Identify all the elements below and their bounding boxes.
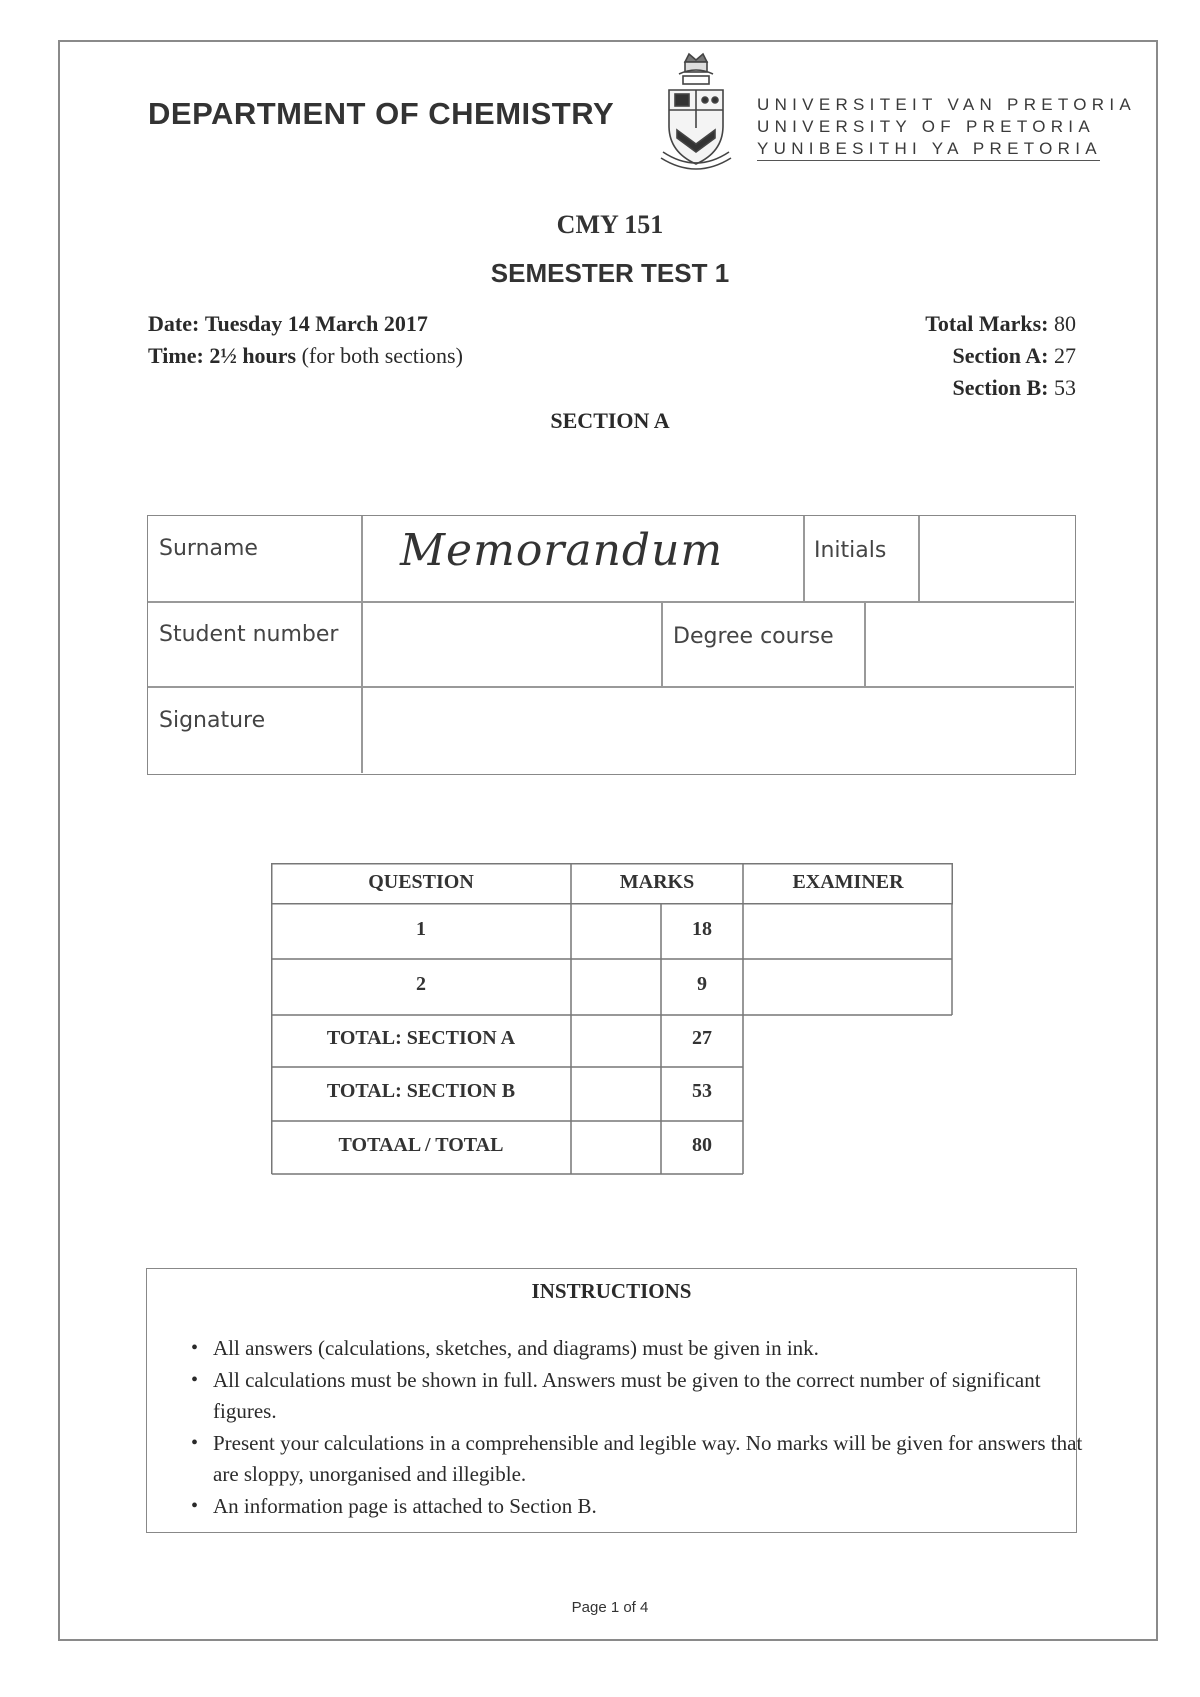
total-marks-row — [925, 308, 1076, 340]
marks-row-question: 2 — [416, 973, 426, 995]
university-crest-icon — [655, 48, 737, 176]
total-marks-value: 80 — [1054, 311, 1076, 336]
instruction-item: • Present your calculations in a comprehensible and legible way. No marks will be given for answers that are sloppy, unorganised and illegible. — [213, 1428, 1083, 1490]
university-name-block — [757, 94, 1136, 160]
date-row — [148, 308, 463, 340]
date-label: Date: — [148, 311, 200, 336]
degree-course-field[interactable] — [866, 603, 1074, 686]
marks-row-question: TOTAL: SECTION A — [326, 1027, 516, 1049]
instructions-box — [146, 1268, 1083, 1533]
signature-field[interactable] — [363, 688, 1074, 773]
marks-row-question: TOTAL: SECTION B — [326, 1080, 516, 1102]
degree-course-label: Degree course — [673, 624, 834, 649]
test-meta-left — [148, 308, 463, 372]
university-name-english: UNIVERSITY OF PRETORIA — [757, 117, 1095, 136]
course-code: CMY 151 — [556, 210, 664, 239]
instruction-item: • An information page is attached to Section B. — [213, 1491, 1083, 1522]
marks-row-total: 53 — [692, 1080, 712, 1102]
test-meta-right — [925, 308, 1076, 404]
section-b-marks-row — [925, 372, 1076, 404]
marks-header-examiner: EXAMINER — [792, 871, 904, 893]
university-underline — [757, 160, 1100, 161]
info-divider — [661, 601, 663, 686]
instruction-item: • All answers (calculations, sketches, and diagrams) must be given in ink. — [213, 1333, 1083, 1364]
marks-row-question: TOTAAL / TOTAL — [338, 1134, 504, 1156]
surname-label: Surname — [159, 536, 258, 561]
initials-label: Initials — [814, 538, 887, 563]
marks-row-total: 18 — [692, 918, 712, 940]
section-a-marks-value: 27 — [1054, 343, 1076, 368]
marks-row-total: 27 — [692, 1027, 712, 1049]
instructions-title: INSTRUCTIONS — [531, 1279, 692, 1303]
instructions-list — [185, 1333, 1083, 1523]
surname-handwritten-value: Memorandum — [400, 525, 724, 576]
total-marks-label: Total Marks: — [925, 311, 1049, 336]
time-row — [148, 340, 463, 372]
student-number-field[interactable] — [363, 603, 661, 686]
student-number-label: Student number — [159, 622, 339, 647]
signature-label: Signature — [159, 708, 266, 733]
marks-row-question: 1 — [416, 918, 426, 940]
section-a-marks-row — [925, 340, 1076, 372]
time-value: 2½ hours — [209, 343, 297, 368]
marks-table — [271, 863, 953, 1175]
section-heading: SECTION A — [550, 408, 670, 433]
department-title: DEPARTMENT OF CHEMISTRY — [148, 96, 615, 131]
time-note: (for both sections) — [301, 343, 463, 368]
marks-row-total: 9 — [697, 973, 707, 995]
university-name-afrikaans: UNIVERSITEIT VAN PRETORIA — [757, 95, 1137, 114]
section-b-marks-value: 53 — [1054, 375, 1076, 400]
university-name-sepedi: YUNIBESITHI YA PRETORIA — [757, 139, 1102, 158]
marks-header-marks: MARKS — [619, 871, 695, 893]
section-a-marks-label: Section A: — [952, 343, 1049, 368]
instruction-item: • All calculations must be shown in full. Answers must be given to the correct number of significant figures. — [213, 1365, 1083, 1427]
info-divider — [803, 516, 805, 601]
marks-header-question: QUESTION — [368, 871, 474, 893]
section-b-marks-label: Section B: — [952, 375, 1049, 400]
test-title: SEMESTER TEST 1 — [490, 258, 730, 288]
page-number: Page 1 of 4 — [571, 1599, 649, 1616]
time-label: Time: — [148, 343, 204, 368]
marks-row-total: 80 — [692, 1134, 712, 1156]
date-value: Tuesday 14 March 2017 — [204, 311, 428, 336]
initials-field[interactable] — [920, 516, 1074, 601]
